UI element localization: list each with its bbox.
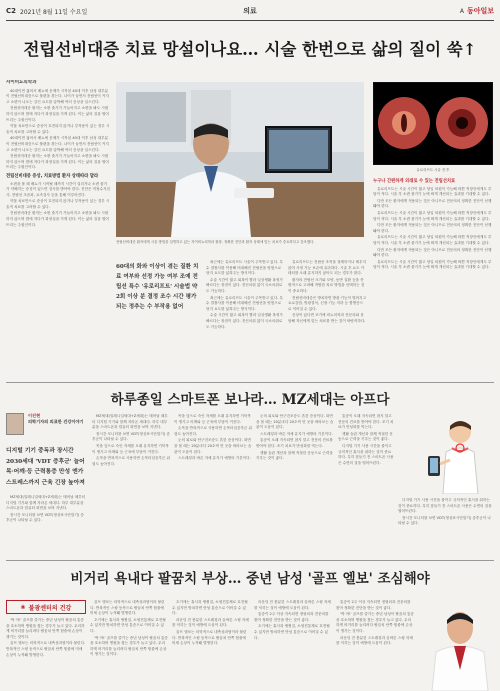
paragraph: 라운딩 전 충분한 스트레칭과 올바른 스윙 자세를 익히는 것이 예방에 도움이 된다.: [336, 635, 413, 646]
paragraph: 골프 엘보는 의학적으로 내측상과염이라 불린다. 반복적인 스윙 동작으로 팔꿈치 안쪽 힘줄에 미세 손상이 누적돼 발생한다.: [172, 629, 247, 646]
paragraph: 전립선비대증 환자는 소변 줄기가 가늘어지고 소변을 봐도 시원하지 않으며 밤에 자다가 화장실을 가게 된다. 이는 삶의 질을 떨어뜨리는 주원인이다.: [6, 106, 109, 122]
author-profile: [6, 413, 88, 437]
article2-col3: [256, 414, 334, 556]
paragraph: 목을 앞으로 숙인 자세를 오래 유지하면 거북목이 생기고 어깨와 등 근육에 부담이 커진다.: [92, 443, 169, 454]
paragraph: 약물 치료만으로 증상이 호전되지 않거나 부작용이 있는 경우 시술적 치료를 고려할 수 있다.: [6, 199, 110, 209]
paragraph: 증상이 있다면 조기에 비뇨의학과 전문의와 상담해 자신에게 맞는 치료를 받는 것이 바람직하다.: [288, 313, 366, 323]
paragraph: MZ세대(밀레니얼세대+Z세대)는 태어날 때부터 디지털 기기와 함께 자라온 세대다. 하루 대부분을 스마트폰과 컴퓨터 화면을 보며 지낸다.: [6, 495, 86, 511]
article3-headline: 비거리 욕내다 팔꿈치 부상… 중년 남성 '골프 엘보' 조심해야: [70, 571, 430, 587]
paragraph: 라운딩 전 충분한 스트레칭과 올바른 스윙 자세를 익히는 것이 예방에 도움이 된다.: [254, 600, 331, 610]
paragraph: 통증이 오래 지속되면 참지 말고 전문의 진료를 받아야 한다. 조기 치료가 만성화를 막는다.: [338, 414, 394, 430]
paragraph: 초기에는 휴식과 냉찜질, 소염진통제로 호전될 수 있지만 방치하면 만성 통증으로 이어질 수 있다.: [90, 617, 166, 633]
smartphone-neck-pain-illustration: [398, 414, 493, 494]
paragraph: 골프 엘보는 의학적으로 내측상과염이라 불린다. 반복적인 스윙 동작으로 팔꿈치 안쪽 힘줄에 미세 손상이 누적돼 발생한다.: [90, 600, 165, 616]
column-tag-label: 불광센터의 건강: [28, 604, 72, 612]
paragraph: 전립선비대증 환자는 소변 줄기가 가늘어지고 소변을 봐도 시원하지 않으며 밤에 자다가 화장실을 가게 된다. 이는 삶의 질을 떨어뜨리는 주원인이다.: [6, 154, 109, 170]
paragraph: 스트레칭과 바른 자세 유지가 예방의 기본이다.: [260, 431, 333, 436]
paragraph: 약물 치료만으로 증상이 호전되지 않거나 부작용이 있는 경우 시술적 치료를 고려할 수 있다.: [6, 124, 110, 134]
article1-col3: [288, 260, 366, 378]
paragraph: 환자의 전립선 크기와 모양, 동반 질환 등을 종합적으로 고려해 적합한 치료 방법을 선택하는 것이 중요하다.: [288, 277, 365, 293]
paragraph: 손목을 반복적으로 사용하면 손목터널증후군 위험도 높아진다.: [174, 426, 252, 436]
paragraph: 전립선비대증 환자는 소변 줄기가 가늘어지고 소변을 봐도 시원하지 않으며 밤에 자다가 화장실을 가게 된다. 이는 삶의 질을 떨어뜨리는 주원인이다.: [6, 211, 109, 227]
paragraph: 통증이 2주 이상 지속되면 정형외과 전문의를 찾아 정확한 진단을 받는 것이 좋다.: [336, 600, 411, 610]
paragraph: '딱 아!' 골프를 즐기는 중년 남성이 팔꿈치 통증을 호소하며 병원을 찾는 경우가 늘고 있다. 무리하게 비거리를 늘리려다 팔꿈치 안쪽 힘줄에 손상이 생기는 것이다.: [90, 635, 168, 657]
article2-pull-quote: 디지털 기기 중독과 장시간 2030세대 'VDT 증후군' 늘어 목·어깨·등 근력통증 만성 엔가 스트레스까지 근육 긴장 높아져: [6, 448, 85, 486]
paragraph: 최근에는 유로리프트 시술이 주목받고 있다. 특수 결찰사를 이용해 비대해진 전립선을 양옆으로 당겨 요도를 넓혀주는 방식이다.: [206, 295, 283, 311]
paragraph: 생활 습관 개선과 함께 적절한 운동으로 근력을 키우는 것이 좋다.: [256, 450, 333, 461]
article3-col1: [6, 618, 86, 691]
right-photo-caption: 유로리프트 시술 전·후: [416, 168, 450, 172]
paragraph: 통증이 2주 이상 지속되면 정형외과 전문의를 찾아 정확한 진단을 받는 것이 좋다.: [254, 612, 329, 622]
paragraph: 초기에는 휴식과 냉찜질, 소염진통제로 호전될 수 있지만 방치하면 만성 통증으로 이어질 수 있다.: [172, 600, 248, 616]
paragraph: 다만 모든 환자에게 적용되는 것은 아니므로 전문의의 정확한 진단이 선행돼야 한다.: [373, 198, 492, 209]
paragraph: 다만 모든 환자에게 적용되는 것은 아니므로 전문의의 정확한 진단이 선행돼야 한다.: [373, 223, 492, 233]
article1-byline: 자이비뇨의학과: [6, 80, 37, 85]
issue-date: 2021년 8월 11일 수요일: [20, 8, 88, 16]
author-role: 의학기자의 의료한 건강이야기: [28, 418, 84, 424]
paragraph: 디지털 기기 사용 시간을 줄이고 규칙적인 휴식을 취하는 것이 중요하다. 특히 잠들기 전 스마트폰 사용은 수면의 질을 떨어뜨린다.: [338, 443, 394, 465]
article2-headline: 하루종일 스마트폰 보나라… MZ세대는 아프다: [110, 392, 390, 408]
article2-col1: [92, 414, 170, 556]
column-tag: [6, 600, 86, 614]
paragraph: 라운딩 전 충분한 스트레칭과 올바른 스윙 자세를 익히는 것이 예방에 도움이 된다.: [172, 617, 249, 628]
author-name: 이진현: [28, 413, 41, 418]
article1-right-col: [373, 176, 493, 378]
article1-pull-quote: 60대의 화와 이상이 겪는 질환 치료 여부와 선정 가능 여부 조예 전립선 특수 '유로리프트' 시술법 약 2회 이상 분 결정 조수 시간 평가되는 정추는 수 부작용 없어: [116, 264, 199, 310]
orthopedist-photo: [418, 600, 498, 691]
article1-col2: [206, 260, 284, 378]
article3-col3: [172, 600, 250, 691]
article2-col5: [398, 498, 493, 556]
paragraph: 유로리프트는 시술 시간이 짧고 당일 퇴원이 가능해 바쁜 직장인에게도 부담이 적다. 시술 후 소변 줄기가 눈에 띄게 개선되는 효과를 기대할 수 있다.: [373, 235, 492, 245]
article1-col1: [6, 80, 110, 378]
doctor-photo: [116, 82, 364, 237]
paragraph: 초기에는 휴식과 냉찜질, 소염진통제로 호전될 수 있지만 방치하면 만성 통증으로 이어질 수 있다.: [254, 624, 330, 640]
paragraph: 목을 앞으로 숙인 자세를 오래 유지하면 거북목이 생기고 어깨와 등 근육에 부담이 커진다.: [174, 414, 251, 424]
paragraph: 눈의 피로와 안구건조증도 흔한 증상이다. 화면을 볼 때는 20분마다 20초씩 먼 곳을 바라보는 습관이 도움이 된다.: [174, 438, 252, 454]
section-name: 의료: [243, 7, 257, 15]
paragraph: 수술 시간이 짧고 회복이 빨라 일상생활 복귀가 빠르다는 장점이 있다. 전신마취 없이 국소마취로도 가능하다.: [206, 277, 283, 293]
paragraph: 40대이면 젊어서 배뇨에 문제가 시작된 40대 이후 남성 대부분이 전립선비대증으로 불편을 겪는다. 나이가 들면서 전립선이 커지고 소변이 나오는 길인 요도를 압박해 여러 증상을 일으킨다.: [6, 88, 109, 104]
article2-col2: [174, 414, 252, 556]
paragraph: 눈의 피로와 안구건조증도 흔한 증상이다. 화면을 볼 때는 20분마다 20초씩 먼 곳을 바라보는 습관이 도움이 된다.: [256, 414, 334, 430]
paragraph: 스트레칭과 바른 자세 유지가 예방의 기본이다.: [178, 456, 251, 461]
paragraph: '딱 아!' 골프를 즐기는 중년 남성이 팔꿈치 통증을 호소하며 병원을 찾는 경우가 늘고 있다. 무리하게 비거리를 늘리려다 팔꿈치 안쪽 힘줄에 손상이 생기는 것이다.: [6, 618, 85, 639]
paragraph: MZ세대(밀레니얼세대+Z세대)는 태어날 때부터 디지털 기기와 함께 자라온 세대다. 하루 대부분을 스마트폰과 컴퓨터 화면을 보며 지낸다.: [92, 414, 168, 430]
article2-col4: [338, 414, 394, 556]
paragraph: 장시간 모니터를 보면 VDT(영상표시단말기) 증후군이 나타날 수 있다.: [6, 512, 84, 523]
paragraph: 전립선비대증은 방치하면 방광 기능이 떨어지고 요로감염, 방광결석, 신장 기능 저하 등 합병증으로 이어질 수 있다.: [288, 295, 366, 311]
paragraph: '딱 아!' 골프를 즐기는 중년 남성이 팔꿈치 통증을 호소하며 병원을 찾는 경우가 늘고 있다. 무리하게 비거리를 늘리려다 팔꿈치 안쪽 힘줄에 손상이 생기는 것이다.: [336, 612, 414, 633]
section-divider: [6, 560, 494, 561]
header-rule: [6, 20, 494, 21]
paragraph: 40대이면 젊어서 배뇨에 문제가 시작된 40대 이후 남성 대부분이 전립선비대증으로 불편을 겪는다. 나이가 들면서 전립선이 커지고 소변이 나오는 길인 요도를 압박해 여러 증상을 일으킨다.: [6, 136, 109, 152]
photo-caption: 전립선비대증 환자에게 시술 방법을 설명하고 있는 자이비뇨의학과 원장. 정확한 진단과 환자 상태에 맞는 치료가 중요하다고 강조했다.: [116, 240, 315, 244]
paragraph: 생활 습관 개선과 함께 적절한 운동으로 근력을 키우는 것이 좋다.: [338, 431, 393, 442]
article1-headline: 전립선비대증 치료 망설이나요… 시술 한번으로 삶의 질이 쑥↑: [23, 40, 477, 59]
paragraph: 최근에는 유로리프트 시술이 주목받고 있다. 특수 결찰사를 이용해 비대해진 전립선을 양옆으로 당겨 요도를 넓혀주는 방식이다.: [206, 260, 283, 276]
page-header: [6, 4, 494, 18]
page-number: C2: [6, 7, 17, 15]
paragraph: 수술 시간이 짧고 회복이 빨라 일상생활 복귀가 빠르다는 장점이 있다. 전신마취 없이 국소마취로도 가능하다.: [206, 313, 283, 329]
article1-subhead: 전립선비대증 증상, 치료방법 환자 상태따라 달라: [6, 173, 99, 179]
article2-col0: [6, 495, 86, 555]
paragraph: 유로리프트는 전립선 조직을 절제하거나 태우지 않아 사정 기능 보존에 유리하다. 시술 후 요도 카테터를 오래 유지하지 않아도 되는 경우가 많다.: [288, 260, 366, 276]
paragraph: 소변을 볼 때 배뇨가 시작될 때까지 시간이 걸리거나 소변 줄기가 약해지는 증상이 있으면 검사를 받아야 한다. 진단은 직장수지검사, 전립선 초음파, 요속검사 등을 통해 이루어진다.: [6, 181, 110, 197]
paragraph: 장시간 모니터를 보면 VDT(영상표시단말기) 증후군이 나타날 수 있다.: [92, 431, 170, 442]
article3-col2: [90, 600, 168, 691]
paragraph: 유로리프트는 시술 시간이 짧고 당일 퇴원이 가능해 바쁜 직장인에게도 부담이 적다. 시술 후 소변 줄기가 눈에 띄게 개선되는 효과를 기대할 수 있다.: [373, 259, 492, 270]
leaf-icon: ❀: [20, 603, 26, 611]
paragraph: 다만 모든 환자에게 적용되는 것은 아니므로 전문의의 정확한 진단이 선행돼야 한다.: [373, 247, 492, 258]
urolift-before-after-image: [373, 82, 493, 165]
section-divider: [6, 382, 494, 383]
paragraph: 통증이 오래 지속되면 참지 말고 전문의 진료를 받아야 한다. 조기 치료가 만성화를 막는다.: [256, 438, 333, 448]
author-avatar: [6, 413, 24, 435]
paragraph: 골프 엘보는 의학적으로 내측상과염이라 불린다. 반복적인 스윙 동작으로 팔꿈치 안쪽 힘줄에 미세 손상이 누적돼 발생한다.: [6, 641, 86, 657]
page-marker: A: [459, 7, 464, 15]
article3-col4: [254, 600, 332, 691]
paragraph: 디지털 기기 사용 시간을 줄이고 규칙적인 휴식을 취하는 것이 중요하다. 특히 잠들기 전 스마트폰 사용은 수면의 질을 떨어뜨린다.: [398, 498, 492, 514]
article3-col5: [336, 600, 414, 691]
paragraph: 유로리프트는 시술 시간이 짧고 당일 퇴원이 가능해 바쁜 직장인에게도 부담이 적다. 시술 후 소변 줄기가 눈에 띄게 개선되는 효과를 기대할 수 있다.: [373, 186, 492, 197]
paragraph: 장시간 모니터를 보면 VDT(영상표시단말기) 증후군이 나타날 수 있다.: [398, 515, 491, 526]
paragraph: 유로리프트는 시술 시간이 짧고 당일 퇴원이 가능해 바쁜 직장인에게도 부담이 적다. 시술 후 소변 줄기가 눈에 띄게 개선되는 효과를 기대할 수 있다.: [373, 210, 492, 221]
paragraph: 손목을 반복적으로 사용하면 손목터널증후군 위험도 높아진다.: [92, 456, 170, 466]
newspaper-logo: 동아일보: [466, 7, 494, 15]
right-col-subhead: 누구나 간편하게 외래로 수 있는 전립선치료: [373, 179, 456, 184]
